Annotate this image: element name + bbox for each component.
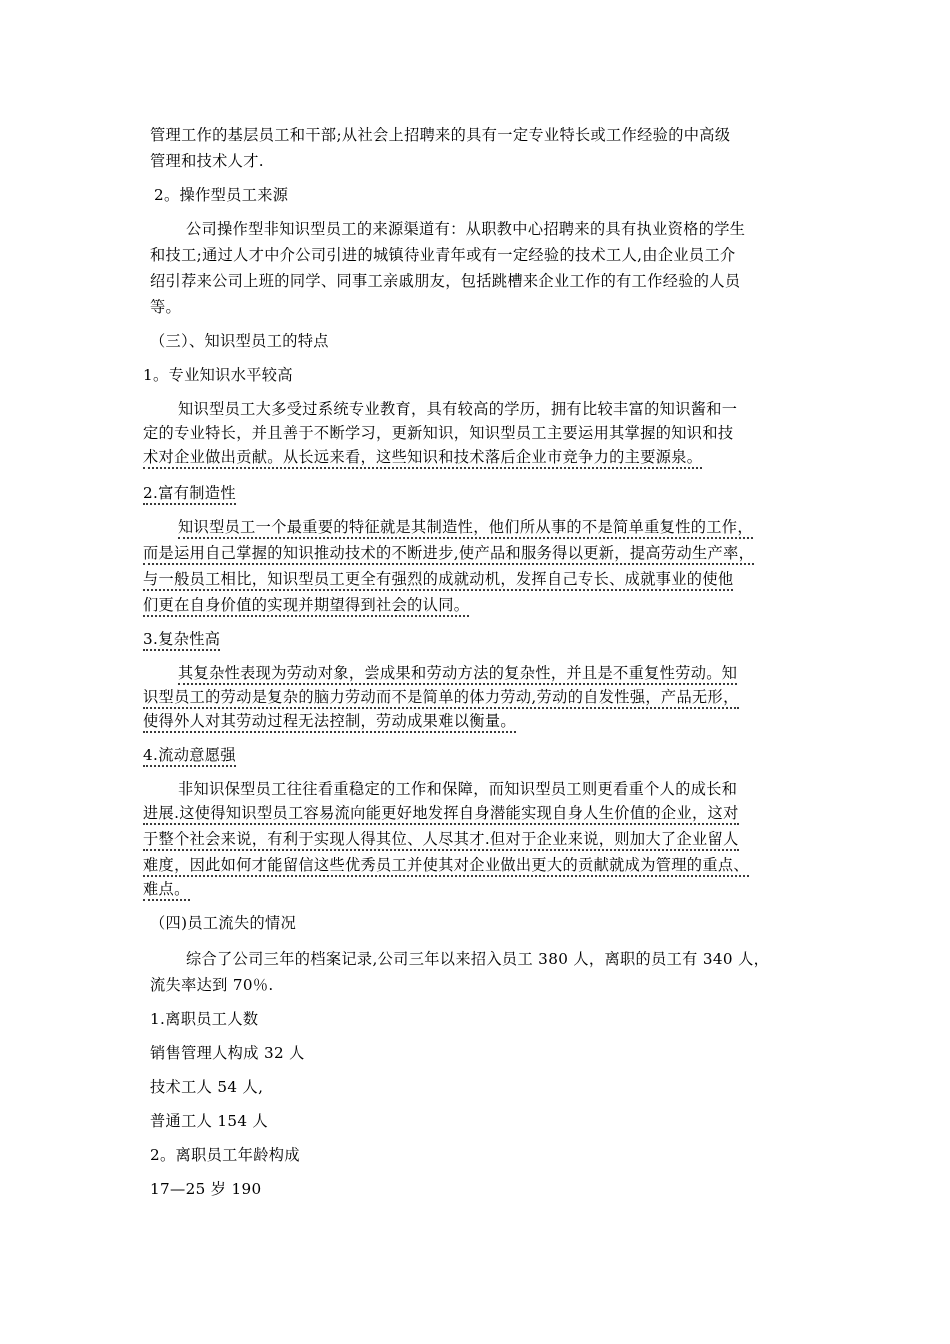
op-para-line-1: 公司操作型非知识型员工的来源渠道有：从职教中心招聘来的具有执业资格的学生 — [186, 220, 746, 238]
list-1-heading: 1.离职员工人数 — [150, 1010, 259, 1028]
subsection-4-heading-wrap — [143, 744, 236, 766]
list-1-item: 普通工人 154 人 — [150, 1112, 269, 1130]
sec4-para-line-1: 综合了公司三年的档案记录,公司三年以来招入员工 380 人，离职的员工有 340 人， — [186, 950, 770, 968]
s1-para-line-1: 知识型员工大多受过系统专业教育，具有较高的学历，拥有比较丰富的知识酱和一 — [178, 400, 738, 418]
s2-para-line-3-wrap — [143, 568, 733, 590]
op-para-line-3: 绍引荐来公司上班的同学、同事工亲戚朋友，包括跳槽来企业工作的有工作经验的人员 — [150, 272, 741, 290]
s2-para-line-2: 而是运用自己掌握的知识推动技术的不断进步,使产品和服务得以更新，提高劳动生产率， — [143, 544, 754, 565]
section-3-heading: （三）、知识型员工的特点 — [150, 332, 329, 350]
subsection-1-heading: 1。专业知识水平较高 — [143, 366, 293, 384]
intro-line-1: 管理工作的基层员工和干部;从社会上招聘来的具有一定专业特长或工作经验的中高级 — [150, 126, 731, 144]
s4-para-line-3-wrap — [143, 828, 739, 850]
s4-para-line-1: 非知识保型员工往往看重稳定的工作和保障，而知识型员工则更看重个人的成长和 — [178, 780, 738, 798]
s3-para-line-2: 识型员工的劳动是复杂的脑力劳动而不是简单的体力劳动,劳动的自发性强，产品无形， — [143, 688, 739, 709]
s4-para-line-2-wrap — [143, 802, 739, 824]
list-1-item: 销售管理人构成 32 人 — [150, 1044, 305, 1062]
sec4-para-line-2: 流失率达到 70％. — [150, 976, 274, 994]
s2-para-line-3: 与一般员工相比，知识型员工更全有强烈的成就动机，发挥自己专长、成就事业的使他 — [143, 570, 733, 591]
subsection-3-heading-wrap — [143, 628, 220, 650]
s4-para-line-4-wrap — [143, 854, 749, 876]
list-2-item: 17—25 岁 190 — [150, 1180, 262, 1198]
subsection-4-heading: 4.流动意愿强 — [143, 746, 236, 767]
s2-para-line-4: 们更在自身价值的实现并期望得到社会的认同。 — [143, 596, 469, 617]
list-1-item: 技术工人 54 人, — [150, 1078, 264, 1096]
s3-para-line-3: 使得外人对其劳动过程无法控制，劳动成果难以衡量。 — [143, 712, 516, 733]
intro-line-2: 管理和技术人才. — [150, 152, 264, 170]
section-4-heading: （四)员工流失的情况 — [150, 914, 297, 932]
op-source-heading: 2。操作型员工来源 — [154, 186, 289, 204]
s1-para-line-3: 术对企业做出贡献。从长远来看，这些知识和技术落后企业市竞争力的主要源泉。 — [143, 448, 702, 469]
s4-para-line-2: 进展.这使得知识型员工容易流向能更好地发挥自身潜能实现自身人生价值的企业，这对 — [143, 804, 739, 825]
op-para-line-4: 等。 — [150, 298, 182, 316]
s4-para-line-3: 于整个社会来说，有利于实现人得其位、人尽其才.但对于企业来说，则加大了企业留人 — [143, 830, 739, 851]
s1-para-line-3-wrap — [143, 446, 702, 468]
s2-para-line-4-wrap — [143, 594, 469, 616]
subsection-3-heading: 3.复杂性高 — [143, 630, 220, 651]
s3-para-line-1: 其复杂性表现为劳动对象，尝成果和劳动方法的复杂性，并且是不重复性劳动。知 — [178, 664, 737, 685]
s4-para-line-4: 难度，因此如何才能留信这些优秀员工并使其对企业做出更大的贡献就成为管理的重点、 — [143, 856, 749, 877]
subsection-2-heading-wrap — [143, 482, 236, 504]
s2-para-line-1: 知识型员工一个最重要的特征就是其制造性，他们所从事的不是简单重复性的工作， — [178, 518, 753, 539]
s2-para-line-1-wrap — [178, 516, 753, 538]
subsection-2-heading: 2.富有制造性 — [143, 484, 236, 505]
s4-para-line-5-wrap — [143, 878, 190, 900]
s2-para-line-2-wrap — [143, 542, 754, 564]
list-2-heading: 2。离职员工年龄构成 — [150, 1146, 300, 1164]
op-para-line-2: 和技工;通过人才中介公司引进的城镇待业青年或有一定经验的技术工人,由企业员工介 — [150, 246, 736, 264]
s3-para-line-3-wrap — [143, 710, 516, 732]
s1-para-line-2: 定的专业特长，并且善于不断学习，更新知识，知识型员工主要运用其掌握的知识和技 — [143, 424, 734, 442]
s3-para-line-2-wrap — [143, 686, 739, 708]
s3-para-line-1-wrap — [178, 662, 737, 684]
s4-para-line-5: 难点。 — [143, 880, 190, 901]
